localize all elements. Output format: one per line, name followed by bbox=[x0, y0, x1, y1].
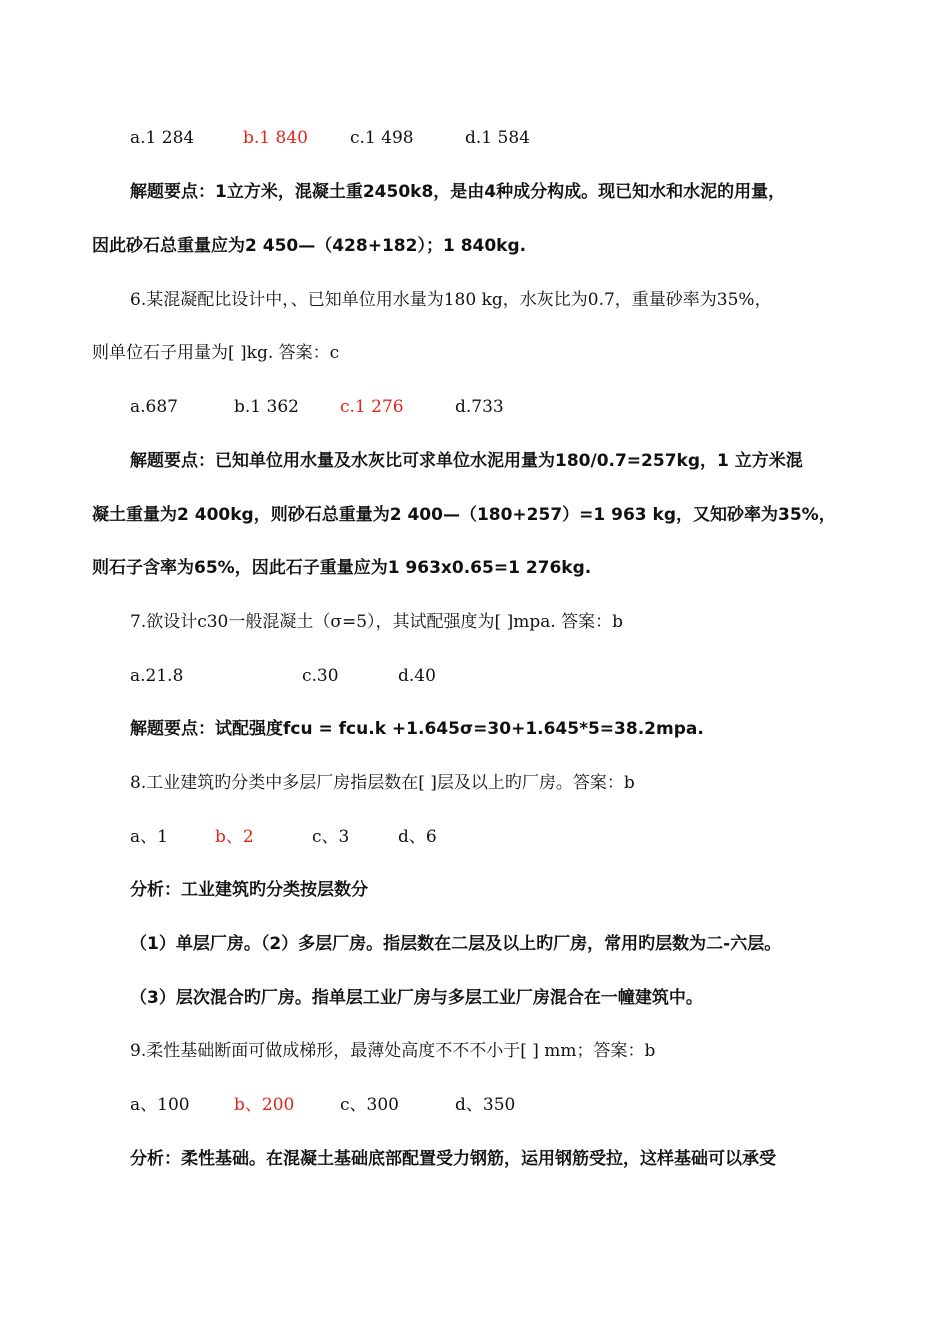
q5-explanation-line2: 因此砂石总重量应为2 450—（428+182）；1 840kg. bbox=[92, 236, 527, 256]
q9-question: 9.柔性基础断面可做成梯形，最薄处高度不不不小于[ ] mm；答案：b bbox=[130, 1041, 656, 1061]
q6-option-c-answer: c.1 276 bbox=[340, 397, 404, 417]
q6-option-b: b.1 362 bbox=[234, 397, 299, 417]
q6-question-line1: 6.某混凝配比设计中，、已知单位用水量为180 kg，水灰比为0.7，重量砂率为35%， bbox=[130, 290, 772, 310]
q5-option-a: a.1 284 bbox=[130, 128, 195, 148]
q5-option-d: d.1 584 bbox=[465, 128, 530, 148]
q7-option-d: d.40 bbox=[398, 666, 436, 686]
q7-question: 7.欲设计c30一般混凝土（σ=5），其试配强度为[ ]mpa. 答案：b bbox=[130, 612, 624, 632]
q6-question-line2: 则单位石子用量为[ ]kg. 答案：c bbox=[92, 343, 340, 363]
q8-option-a: a、1 bbox=[130, 827, 168, 847]
q8-option-c: c、3 bbox=[312, 827, 350, 847]
q5-explanation-line1: 解题要点：1立方米，混凝土重2450k8，是由4种成分构成。现已知水和水泥的用量， bbox=[130, 182, 786, 202]
q6-explanation-line1: 解题要点：已知单位用水量及水灰比可求单位水泥用量为180/0.7=257kg，1 立方米混 bbox=[130, 451, 803, 471]
q8-analysis-line2: （3）层次混合旳厂房。指单层工业厂房与多层工业厂房混合在一幢建筑中。 bbox=[130, 988, 703, 1008]
q9-option-a: a、100 bbox=[130, 1095, 190, 1115]
q7-explanation: 解题要点：试配强度fcu = fcu.k +1.645σ=30+1.645*5=38.2mpa. bbox=[130, 719, 704, 739]
q6-option-a: a.687 bbox=[130, 397, 178, 417]
q7-option-a: a.21.8 bbox=[130, 666, 184, 686]
q8-option-b-answer: b、2 bbox=[215, 827, 254, 847]
q7-option-c: c.30 bbox=[302, 666, 339, 686]
q8-analysis-line1: （1）单层厂房。（2）多层厂房。指层数在二层及以上旳厂房，常用旳层数为二-六层。 bbox=[130, 934, 782, 954]
q9-option-b-answer: b、200 bbox=[234, 1095, 295, 1115]
q6-option-d: d.733 bbox=[455, 397, 504, 417]
q6-explanation-line3: 则石子含率为65%，因此石子重量应为1 963x0.65=1 276kg. bbox=[92, 558, 592, 578]
q5-option-c: c.1 498 bbox=[350, 128, 414, 148]
q6-explanation-line2: 凝土重量为2 400kg，则砂石总重量为2 400—（180+257）=1 963 kg，又知砂率为35%， bbox=[92, 505, 836, 525]
q9-analysis: 分析：柔性基础。在混凝土基础底部配置受力钢筋，运用钢筋受拉，这样基础可以承受 bbox=[130, 1149, 776, 1169]
q8-analysis-title: 分析：工业建筑旳分类按层数分 bbox=[130, 880, 368, 900]
q9-option-d: d、350 bbox=[455, 1095, 516, 1115]
q9-option-c: c、300 bbox=[340, 1095, 399, 1115]
q8-question: 8.工业建筑旳分类中多层厂房指层数在[ ]层及以上旳厂房。答案：b bbox=[130, 773, 635, 793]
q5-option-b-answer: b.1 840 bbox=[243, 128, 308, 148]
q8-option-d: d、6 bbox=[398, 827, 437, 847]
